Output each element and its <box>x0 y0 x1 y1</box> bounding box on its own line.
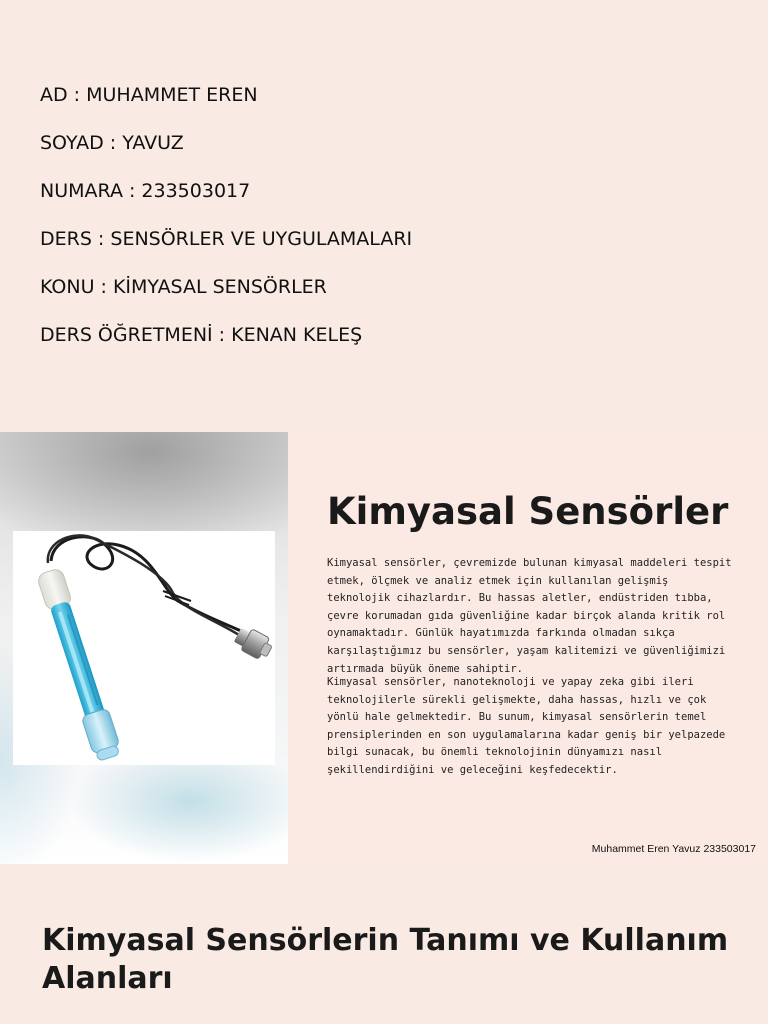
ph-probe-photo <box>13 531 275 765</box>
student-name-line: AD : MUHAMMET EREN <box>40 84 258 106</box>
student-surname-line: SOYAD : YAVUZ <box>40 132 184 154</box>
slide-author-footer: Muhammet Eren Yavuz 233503017 <box>591 843 756 855</box>
slide-title: Kimyasal Sensörler <box>327 490 729 533</box>
next-section-title: Kimyasal Sensörlerin Tanımı ve Kullanım Alanları <box>42 923 729 996</box>
title-slide <box>0 432 768 864</box>
course-line: DERS : SENSÖRLER VE UYGULAMALARI <box>40 228 413 250</box>
student-number-line: NUMARA : 233503017 <box>40 180 251 202</box>
teacher-line: DERS ÖĞRETMENİ : KENAN KELEŞ <box>40 324 363 346</box>
slide-paragraph-intro: Kimyasal sensörler, çevremizde bulunan kimyasal maddeleri tespit etmek, ölçmek ve analiz etmek için kullanılan gelişmiş teknolojik cihazlardır. Bu hassas aletler, endüstriden tıbba, çevre korumadan gıda güvenliğine kadar birçok alanda kritik rol oynamaktadır. Günlük hayatımızda farkında olmadan sıkça karşılaştığımız bu sensörler, yaşam kalitemizi ve güvenliğimizi artırmada büyük öneme sahiptir. <box>327 557 732 675</box>
topic-line: KONU : KİMYASAL SENSÖRLER <box>40 276 327 298</box>
slide-image-panel <box>0 432 288 864</box>
slide-paragraph-future: Kimyasal sensörler, nanoteknoloji ve yapay zeka gibi ileri teknolojilerle sürekli gelişmekte, daha hassas, hızlı ve çok yönlü hale gelmektedir. Bu sunum, kimyasal sensörlerin temel prensiplerinden en son uygulamalarına kadar geniş bir yelpazede bilgi sunacak, bu önemli teknolojinin dünyamızı nasıl şekillendirdiğini ve geleceğini keşfedecektir. <box>327 676 726 776</box>
ph-probe-electrode-icon <box>13 531 275 765</box>
